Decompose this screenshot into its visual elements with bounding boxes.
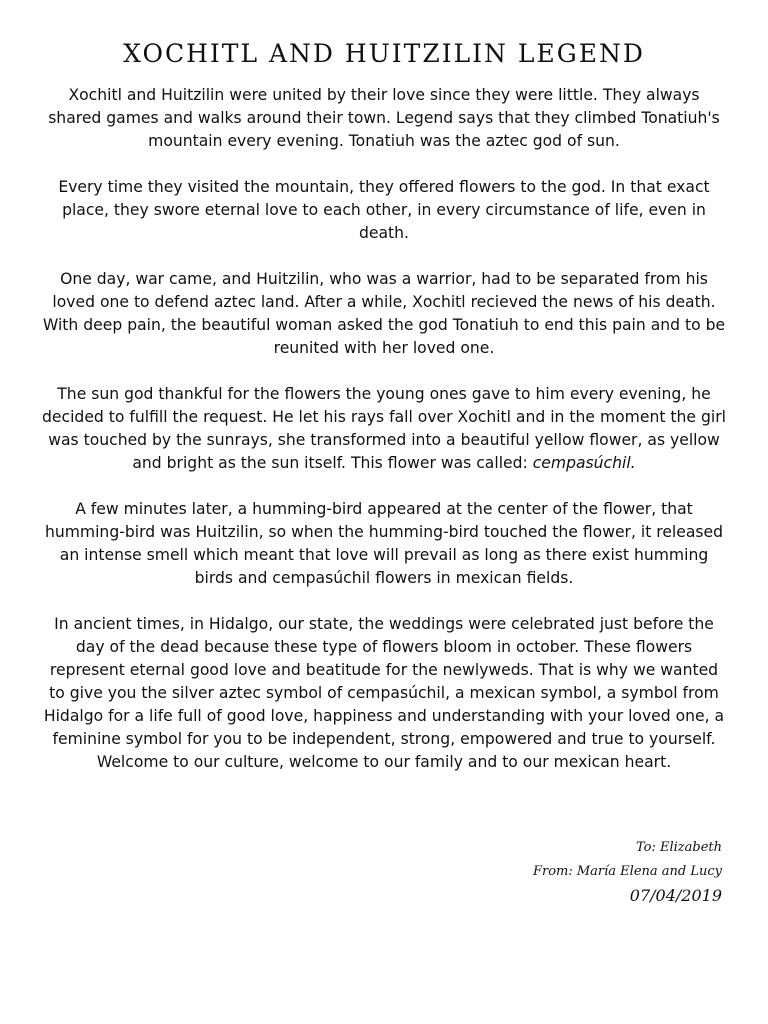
- signature-to: To: Elizabeth: [635, 840, 722, 855]
- signature-date: 07/04/2019: [629, 886, 722, 905]
- document-title: XOCHITL AND HUITZILIN LEGEND: [123, 39, 645, 68]
- paragraph-offering: Every time they visited the mountain, they offered flowers to the god. In that exact place, they swore eternal love to each other, in every circumstance of life, even in death.: [58, 178, 710, 242]
- flower-name: cempasúchil.: [532, 454, 636, 472]
- paragraph-childhood: Xochitl and Huitzilin were united by their love since they were little. They always shared games and walks around their town. Legend says that they climbed Tonatiuh's mountain every evening. Tonatiuh was the aztec god of sun.: [48, 86, 720, 150]
- paragraph-tradition: In ancient times, in Hidalgo, our state, the weddings were celebrated just before the day of the dead because these type of flowers bloom in october. These flowers represent eternal good love and beatitude for the newlyweds. That is why we wanted to give you the silver aztec symbol of cempasúchil, a mexican symbol, a symbol from Hidalgo for a life full of good love, happiness and understanding with your loved one, a feminine symbol for you to be independent, strong, empowered and true to yourself. Welcome to our culture, welcome to our family and to our mexican heart.: [43, 615, 725, 771]
- paragraph-war: One day, war came, and Huitzilin, who was a warrior, had to be separated from his loved one to defend aztec land. After a while, Xochitl recieved the news of his death. With deep pain, the beautiful woman asked the god Tonatiuh to end this pain and to be reunited with her loved one.: [42, 270, 726, 357]
- paragraph-hummingbird: A few minutes later, a humming-bird appeared at the center of the flower, that humming-bird was Huitzilin, so when the humming-bird touched the flower, it released an intense smell which meant that love will prevail as long as there exist humming birds and cempasúchil flowers in mexican fields.: [44, 500, 724, 587]
- signature-block: [533, 836, 722, 908]
- signature-from: From: María Elena and Lucy: [532, 864, 722, 879]
- paragraph-transformation-text: The sun god thankful for the flowers the young ones gave to him every evening, he decided to fulfill the request. He let his rays fall over Xochitl and in the moment the girl was touched by the sunrays, she transformed into a beautiful yellow flower, as yellow and bright as the sun itself. This flower was called:: [42, 385, 726, 472]
- paragraph-transformation: [40, 383, 728, 475]
